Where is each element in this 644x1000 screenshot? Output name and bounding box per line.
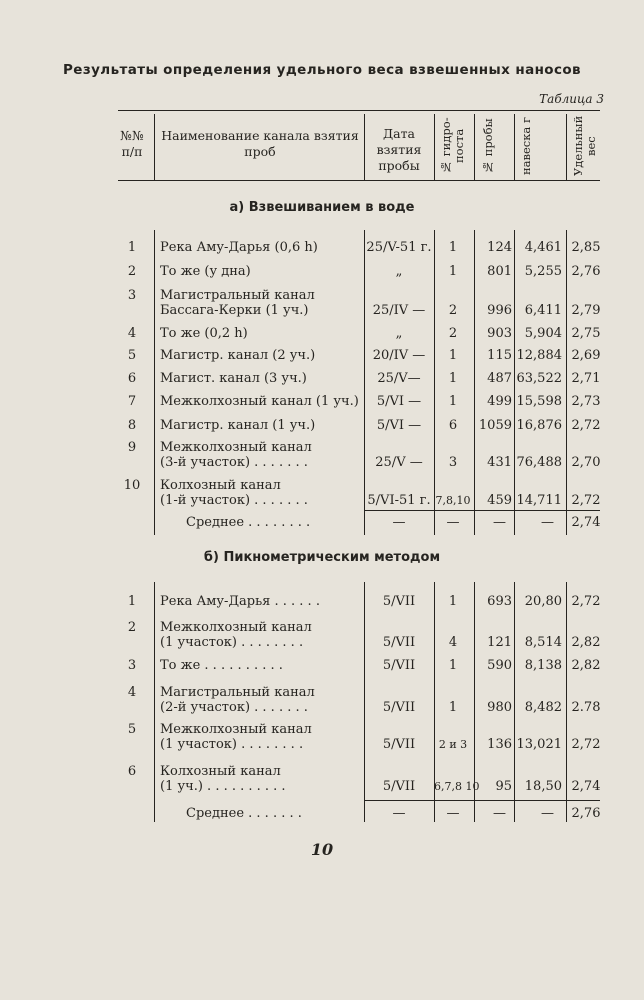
specific-weight: 2,76 [571, 264, 601, 279]
sample-number: 487 [487, 371, 512, 386]
specific-weight: 2,79 [571, 303, 601, 318]
sample-number: 121 [487, 635, 512, 650]
channel-name: Река Аму-Дарья (0,6 h) [160, 240, 318, 255]
row-number: 2 [127, 620, 137, 635]
sample-number: 459 [487, 493, 512, 508]
row-number: 2 [127, 264, 137, 279]
post-number: 1 [448, 658, 458, 673]
post-number: 2 [448, 303, 458, 318]
header-num: №№ п/п [120, 128, 144, 159]
specific-weight: 2,85 [571, 240, 601, 255]
sample-date: „ [395, 264, 403, 279]
sample-weight: 8,138 [524, 658, 562, 673]
row-number: 6 [127, 371, 137, 386]
channel-name: (1 уч.) . . . . . . . . . . [160, 779, 286, 794]
specific-weight: 2,72 [571, 418, 601, 433]
post-number: 1 [448, 264, 458, 279]
sample-date: 5/VII [382, 594, 416, 609]
channel-name: (2-й участок) . . . . . . . [160, 700, 308, 715]
header-column-rule [514, 114, 515, 180]
channel-name: Колхозный канал [160, 478, 281, 493]
row-number: 5 [127, 348, 137, 363]
sample-weight: 18,50 [524, 779, 562, 794]
sample-weight: 14,711 [516, 493, 562, 508]
specific-weight: 2,82 [571, 635, 601, 650]
channel-name: (1-й участок) . . . . . . . [160, 493, 308, 508]
channel-name: Река Аму-Дарья . . . . . . [160, 594, 320, 609]
row-number: 1 [127, 594, 137, 609]
channel-name: То же (0,2 h) [160, 326, 248, 341]
post-number: 2 и 3 [438, 738, 468, 751]
post-number: 7,8,10 [435, 494, 471, 507]
page-number: 10 [310, 840, 334, 859]
header-column-rule [566, 114, 567, 180]
sample-date: 5/VII [382, 658, 416, 673]
sample-weight: 13,021 [516, 737, 562, 752]
sample-number: 1059 [478, 418, 512, 433]
sample-number: 980 [487, 700, 512, 715]
sample-date: 25/V-51 г. [366, 240, 432, 255]
average-post: — [446, 515, 460, 530]
sample-weight: 15,598 [516, 394, 562, 409]
header-specific: Удельный вес [571, 115, 598, 177]
specific-weight: 2,75 [571, 326, 601, 341]
sample-number: 590 [487, 658, 512, 673]
sample-number: 431 [487, 455, 512, 470]
channel-name: (1 участок) . . . . . . . . [160, 737, 304, 752]
sample-date: 5/VI — [376, 394, 422, 409]
post-number: 4 [448, 635, 458, 650]
header-column-rule [364, 114, 365, 180]
sample-date: 5/VII [382, 737, 416, 752]
specific-weight: 2,72 [571, 737, 601, 752]
row-number: 4 [127, 685, 137, 700]
specific-weight: 2,82 [571, 658, 601, 673]
channel-name: Магистральный канал [160, 685, 315, 700]
sample-number: 499 [487, 394, 512, 409]
sample-date: „ [395, 326, 403, 341]
post-number: 6,7,8 10 [434, 780, 480, 793]
channel-name: (1 участок) . . . . . . . . [160, 635, 304, 650]
sample-date: 25/V— [377, 371, 421, 386]
specific-weight: 2,69 [571, 348, 601, 363]
post-number: 1 [448, 371, 458, 386]
section-a-title: а) Взвешиванием в воде [229, 200, 415, 215]
post-number: 1 [448, 594, 458, 609]
average-weight: — [541, 806, 554, 821]
specific-weight: 2.78 [571, 700, 601, 715]
average-sample: — [493, 806, 506, 821]
specific-weight: 2,70 [571, 455, 601, 470]
post-number: 1 [448, 700, 458, 715]
channel-name: Магистр. канал (2 уч.) [160, 348, 316, 363]
sample-number: 996 [487, 303, 512, 318]
channel-name: То же . . . . . . . . . . [160, 658, 283, 673]
row-number: 4 [127, 326, 137, 341]
sample-number: 693 [487, 594, 512, 609]
sample-date: 5/VII [382, 700, 416, 715]
average-rule [364, 510, 600, 511]
sample-weight: 20,80 [524, 594, 562, 609]
row-number: 6 [127, 764, 137, 779]
sample-weight: 4,461 [524, 240, 562, 255]
row-number: 5 [127, 722, 137, 737]
sample-date: 5/VII [382, 635, 416, 650]
sample-date: 5/VI — [376, 418, 422, 433]
sample-weight: 16,876 [516, 418, 562, 433]
average-label: Среднее . . . . . . . . [186, 515, 311, 530]
sample-date: 20/IV — [372, 348, 426, 363]
row-number: 3 [127, 288, 137, 303]
row-number: 10 [123, 478, 141, 493]
row-number: 3 [127, 658, 137, 673]
header-sample: № пробы [481, 118, 495, 174]
sample-number: 95 [495, 779, 512, 794]
sample-weight: 8,482 [524, 700, 562, 715]
channel-name: Бассага-Керки (1 уч.) [160, 303, 309, 318]
row-number: 7 [127, 394, 137, 409]
header-weight: навеска г [519, 117, 533, 175]
channel-name: Магистр. канал (1 уч.) [160, 418, 316, 433]
sample-number: 136 [487, 737, 512, 752]
sample-weight: 5,904 [524, 326, 562, 341]
sample-weight: 5,255 [524, 264, 562, 279]
channel-name: Межколхозный канал (1 уч.) [160, 394, 359, 409]
post-number: 1 [448, 348, 458, 363]
sample-weight: 8,514 [524, 635, 562, 650]
sample-date: 25/IV — [372, 303, 426, 318]
header-date: Дата взятия пробы [376, 126, 422, 173]
channel-name: Межколхозный канал [160, 722, 312, 737]
average-post: — [446, 806, 460, 821]
channel-name: (3-й участок) . . . . . . . [160, 455, 308, 470]
column-rule [154, 230, 155, 535]
sample-weight: 12,884 [516, 348, 562, 363]
specific-weight: 2,72 [571, 493, 601, 508]
average-rule [364, 800, 600, 801]
section-b-title: б) Пикнометрическим методом [203, 550, 441, 565]
sample-number: 801 [487, 264, 512, 279]
channel-name: Колхозный канал [160, 764, 281, 779]
specific-weight: 2,71 [571, 371, 601, 386]
channel-name: Межколхозный канал [160, 620, 312, 635]
specific-weight: 2,73 [571, 394, 601, 409]
header-column-rule [434, 114, 435, 180]
row-number: 1 [127, 240, 137, 255]
table-title: Результаты определения удельного веса взвешенных наносов [63, 62, 581, 78]
column-rule [154, 582, 155, 822]
sample-date: 5/VII [382, 779, 416, 794]
post-number: 2 [448, 326, 458, 341]
header-column-rule [154, 114, 155, 180]
post-number: 6 [448, 418, 458, 433]
table-label: Таблица 3 [539, 92, 604, 106]
sample-number: 903 [487, 326, 512, 341]
post-number: 3 [448, 455, 458, 470]
average-sample: — [493, 515, 506, 530]
average-date: — [392, 806, 406, 821]
specific-weight: 2,72 [571, 594, 601, 609]
header-name: Наименование канала взятия проб [161, 128, 359, 159]
average-label: Среднее . . . . . . . [186, 806, 302, 821]
sample-number: 124 [487, 240, 512, 255]
post-number: 1 [448, 240, 458, 255]
header-top-rule [118, 110, 600, 111]
specific-weight: 2,74 [571, 779, 601, 794]
channel-name: Межколхозный канал [160, 440, 312, 455]
average-specific-weight: 2,76 [571, 806, 601, 821]
sample-number: 115 [487, 348, 512, 363]
channel-name: Магист. канал (3 уч.) [160, 371, 307, 386]
header-post: № гидро-поста [439, 117, 466, 175]
sample-weight: 76,488 [516, 455, 562, 470]
post-number: 1 [448, 394, 458, 409]
channel-name: То же (у дна) [160, 264, 251, 279]
channel-name: Магистральный канал [160, 288, 315, 303]
sample-date: 5/VI-51 г. [367, 493, 431, 508]
sample-weight: 63,522 [516, 371, 562, 386]
header-bottom-rule [118, 180, 600, 181]
sample-weight: 6,411 [524, 303, 562, 318]
row-number: 8 [127, 418, 137, 433]
sample-date: 25/V — [375, 455, 423, 470]
average-date: — [392, 515, 406, 530]
average-weight: — [541, 515, 554, 530]
header-column-rule [474, 114, 475, 180]
average-specific-weight: 2,74 [571, 515, 601, 530]
row-number: 9 [127, 440, 137, 455]
